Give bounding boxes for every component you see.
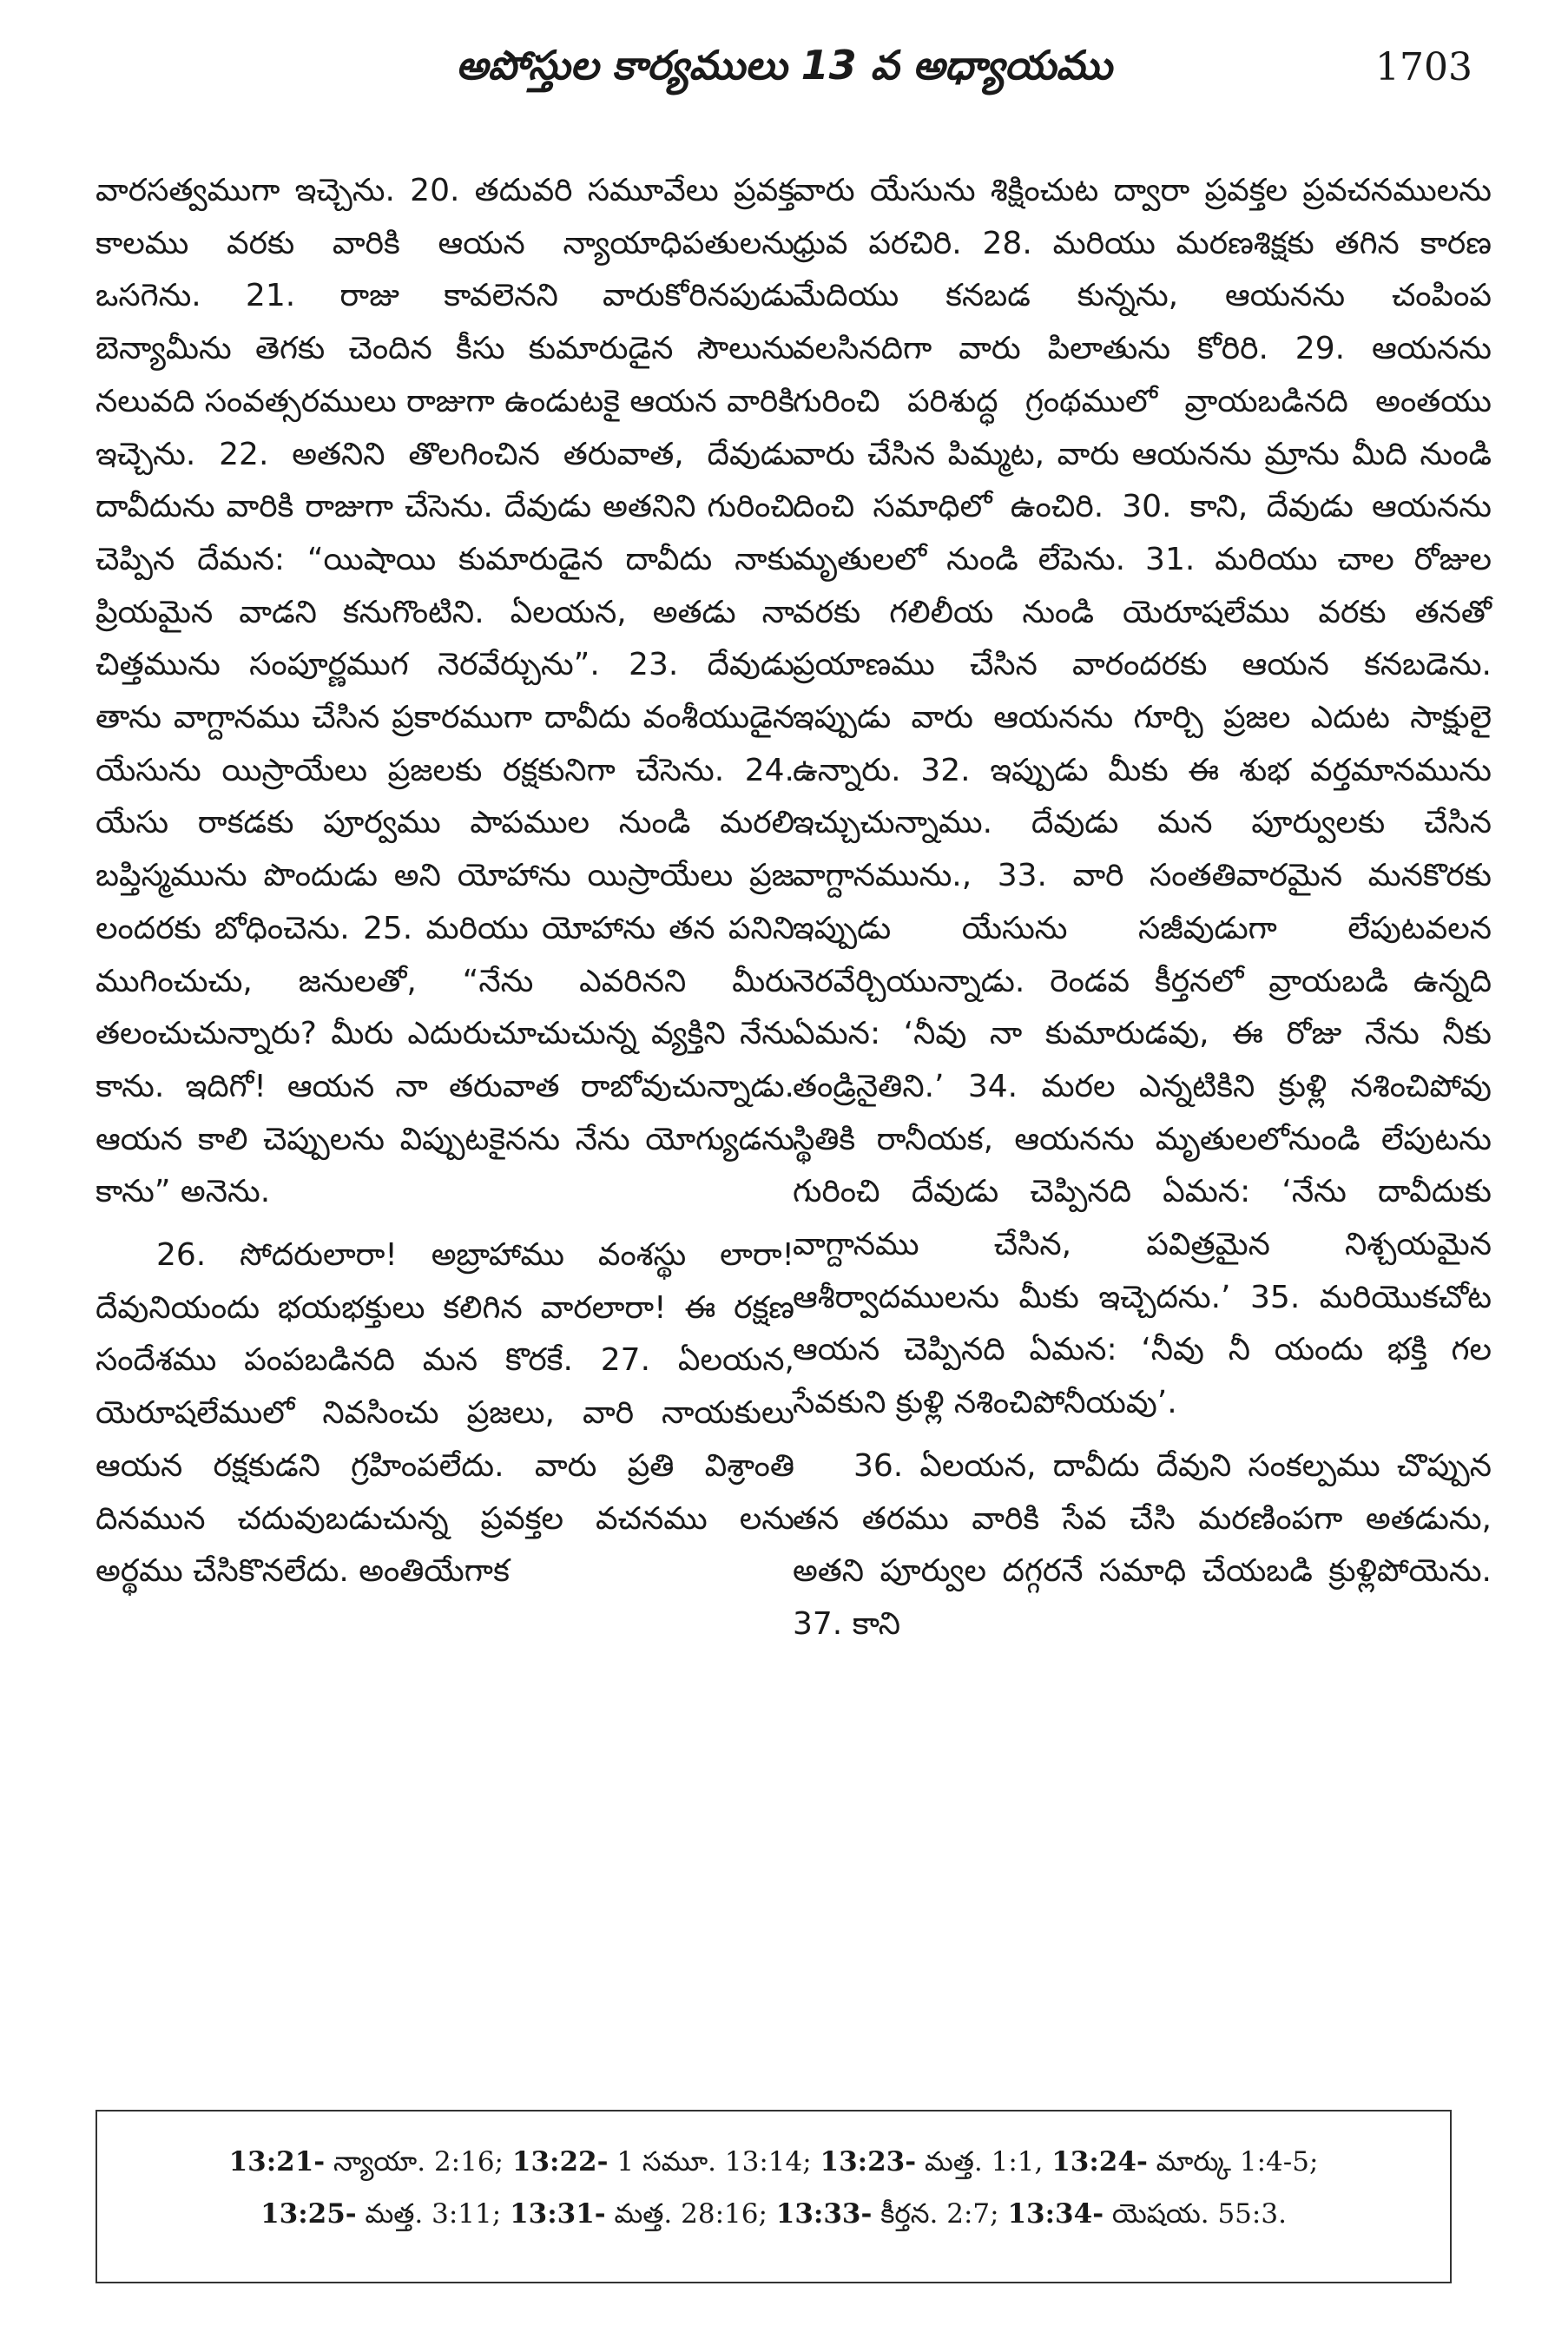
ref-text: మత్త. 28:16; (605, 2198, 768, 2230)
ref-key: 13:22- (511, 2146, 609, 2177)
ref-text: మార్కు 1:4-5; (1147, 2146, 1319, 2177)
ref-text: మత్త. 1:1, (916, 2146, 1044, 2177)
ref-key: 13:33- (775, 2198, 873, 2230)
left-paragraph-1: వారసత్వముగా ఇచ్చెను. 20. తదువరి సమూవేలు ప్రవక్త కాలము వరకు వారికి ఆయన న్యాయాధిపతులను ఒసగెను. 21. రాజు కావలెనని వారుకోరినపుడు బెన్యామీను తెగకు చెందిన కీసు కుమారుడైన సౌలును నలువది సంవత్సరములు రాజుగా ఉండుటకై ఆయన వారికి ఇచ్చెను. 22. అతనిని తొలగించిన తరువాత, దేవుడు దావీదును వారికి రాజుగా చేసెను. దేవుడు అతనిని గురించి చెప్పిన దేమన: “యిషాయి కుమారుడైన దావీదు నాకు ప్రియమైన వాడని కనుగొంటిని. ఏలయన, అతడు నా చిత్తమును సంపూర్ణముగ నెరవేర్చును”. 23. దేవుడు తాను వాగ్దానము చేసిన ప్రకారముగా దావీదు వంశీయుడైన యేసును యిస్రాయేలు ప్రజలకు రక్షకునిగా చేసెను. 24. యేసు రాకడకు పూర్వము పాపముల నుండి మరలి బప్తిస్మమును పొందుడు అని యోహాను యిస్రాయేలు ప్రజ లందరకు బోధించెను. 25. మరియు యోహాను తన పనిని ముగించుచు, జనులతో, “నేను ఎవరినని మీరు తలంచుచున్నారు? మీరు ఎదురుచూచుచున్న వ్యక్తిని నేను కాను. ఇదిగో! ఆయన నా తరువాత రాబోవుచున్నాడు. ఆయన కాలి చెప్పులను విప్పుటకైనను నేను యోగ్యుడను కాను” అనెను. (96, 173, 794, 1210)
left-column (96, 165, 794, 1598)
ref-text: కీర్తన. 2:7; (872, 2198, 999, 2230)
right-column (793, 165, 1492, 1651)
right-paragraph-2: 36. ఏలయన, దావీదు దేవుని సంకల్పము చొప్పున తన తరము వారికి సేవ చేసి మరణింపగా అతడును, అతని పూర్వుల దగ్గరనే సమాధి చేయబడి క్రుళ్లిపోయెను. 37. కాని (793, 1447, 1492, 1642)
ref-text: న్యాయా. 2:16; (325, 2146, 504, 2177)
right-paragraph-1: వారు యేసును శిక్షించుట ద్వారా ప్రవక్తల ప్రవచనములను ధ్రువ పరచిరి. 28. మరియు మరణశిక్షకు తగిన కారణ మేదియు కనబడ కున్నను, ఆయనను చంపింప వలసినదిగా వారు పిలాతును కోరిరి. 29. ఆయనను గురించి పరిశుద్ధ గ్రంథములో వ్రాయబడినది అంతయు వారు చేసిన పిమ్మట, వారు ఆయనను మ్రాను మీది నుండి దించి సమాధిలో ఉంచిరి. 30. కాని, దేవుడు ఆయనను మృతులలో నుండి లేపెను. 31. మరియు చాల రోజుల వరకు గలిలీయ నుండి యెరూషలేము వరకు తనతో ప్రయాణము చేసిన వారందరకు ఆయన కనబడెను. ఇప్పుడు వారు ఆయనను గూర్చి ప్రజల ఎదుట సాక్షులై ఉన్నారు. 32. ఇప్పుడు మీకు ఈ శుభ వర్తమానమును ఇచ్చుచున్నాము. దేవుడు మన పూర్వులకు చేసిన వాగ్దానమును., 33. వారి సంతతివారమైన మనకొరకు ఇప్పుడు యేసును సజీవుడుగా లేపుటవలన నెరవేర్చియున్నాడు. రెండవ కీర్తనలో వ్రాయబడి ఉన్నది ఏమన: ‘నీవు నా కుమారుడవు, ఈ రోజు నేను నీకు తండ్రినైతిని.’ 34. మరల ఎన్నటికిని క్రుళ్లి నశించిపోవు స్థితికి రానీయక, ఆయనను మృతులలోనుండి లేపుటను గురించి దేవుడు చెప్పినది ఏమన: ‘నేను దావీదుకు వాగ్దానము చేసిన, పవిత్రమైన నిశ్చయమైన ఆశీర్వాదములను మీకు ఇచ్చెదను.’ 35. మరియొకచోట ఆయన చెప్పినది ఏమన: ‘నీవు నీ యందు భక్తి గల సేవకుని క్రుళ్లి నశించిపోనీయవు’. (793, 173, 1492, 1421)
ref-key: 13:31- (510, 2198, 606, 2230)
ref-key: 13:23- (820, 2146, 917, 2177)
left-paragraph-2: 26. సోదరులారా! అబ్రాహాము వంశస్థు లారా! దేవునియందు భయభక్తులు కలిగిన వారలారా! ఈ రక్షణ సందేశము పంపబడినది మన కొరకే. 27. ఏలయన, యెరూషలేములో నివసించు ప్రజలు, వారి నాయకులు ఆయన రక్షకుడని గ్రహింపలేదు. వారు ప్రతి విశ్రాంతి దినమున చదువుబడుచున్న ప్రవక్తల వచనము లను అర్థము చేసికొనలేదు. అంతియేగాక (96, 1237, 794, 1590)
cross-reference-line-1 (115, 2136, 1433, 2188)
ref-key: 13:34- (1007, 2198, 1104, 2230)
cross-references-box (96, 2110, 1452, 2283)
ref-key: 13:21- (228, 2146, 326, 2177)
ref-key: 13:24- (1051, 2146, 1148, 2177)
ref-key: 13:25- (260, 2198, 357, 2230)
chapter-title: అపోస్తుల కార్యములు 13 వ అధ్యాయము (456, 42, 1112, 89)
ref-text: 1 సమూ. 13:14; (608, 2146, 812, 2177)
cross-reference-line-2 (115, 2188, 1433, 2240)
ref-text: యెషయ. 55:3. (1104, 2198, 1287, 2230)
page-number: 1703 (1375, 45, 1472, 89)
ref-text: మత్త. 3:11; (356, 2198, 502, 2230)
page-header (96, 42, 1472, 111)
